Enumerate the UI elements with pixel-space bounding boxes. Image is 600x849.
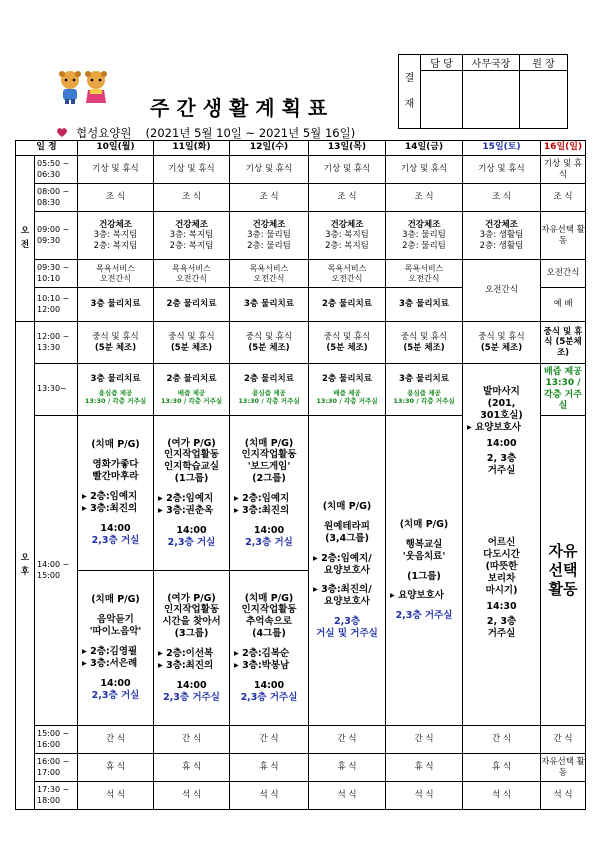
cell-mon-0930: 목욕서비스 오전간식 xyxy=(78,260,154,288)
cell-tue-1600: 휴 식 xyxy=(154,754,230,782)
cell-tue-1400-b: (여가 P/G) 인지작업활동 시간을 찾아서 (3그룹) ▸ 2층:이선복 ▸ 3층:최진의 14:00 2,3층 거주실 xyxy=(154,571,230,726)
time-0930: 09:30 ~ 10:10 xyxy=(35,260,78,288)
weekly-schedule-table xyxy=(15,140,586,810)
cell-wed-1010: 3층 물리치료 xyxy=(230,288,309,322)
header-row xyxy=(16,141,586,156)
signature-cell[interactable] xyxy=(520,71,568,129)
time-0900: 09:00 ~ 09:30 xyxy=(35,212,78,260)
cell-sun-1730: 석 식 xyxy=(541,782,586,810)
cell-fri-1500: 간 식 xyxy=(386,726,463,754)
cell-thu-1600: 휴 식 xyxy=(309,754,386,782)
cell-thu-1200: 중식 및 휴식 (5분 체조) xyxy=(309,322,386,364)
cell-tue-1330: 2층 물리치료 배즙 제공 13:30 / 각층 거주실 xyxy=(154,364,230,416)
schedule-head-label: 일 정 xyxy=(16,141,78,156)
time-0550: 05:50 ~ 06:30 xyxy=(35,156,78,184)
cell-mon-1200: 중식 및 휴식 (5분 체조) xyxy=(78,322,154,364)
approval-box xyxy=(398,54,568,129)
cell-thu-0800: 조 식 xyxy=(309,184,386,212)
row-0550 xyxy=(16,156,586,184)
day-sat: 15일(토) xyxy=(463,141,541,156)
cell-wed-1400-b: (치매 P/G) 인지작업활동 추억속으로 (4그룹) ▸ 2층:김복순 ▸ 3층:박봉남 14:00 2,3층 거주실 xyxy=(230,571,309,726)
mascot-left-icon xyxy=(58,70,82,104)
cell-tue-1200: 중식 및 휴식 (5분 체조) xyxy=(154,322,230,364)
signature-cell[interactable] xyxy=(463,71,520,129)
cell-thu-1330: 2층 물리치료 배즙 제공 13:30 / 각층 거주실 xyxy=(309,364,386,416)
cell-thu-0930: 목욕서비스 오전간식 xyxy=(309,260,386,288)
approval-role-director: 원 장 xyxy=(520,55,568,71)
row-1730 xyxy=(16,782,586,810)
period-am: 오 전 xyxy=(16,156,35,322)
cell-sun-1010: 예 배 xyxy=(541,288,586,322)
cell-fri-1010: 3층 물리치료 xyxy=(386,288,463,322)
cell-sat-0550: 기상 및 휴식 xyxy=(463,156,541,184)
cell-tue-1010: 2층 물리치료 xyxy=(154,288,230,322)
row-0800 xyxy=(16,184,586,212)
cell-sun-0930: 오전간식 xyxy=(541,260,586,288)
cell-sat-1730: 석 식 xyxy=(463,782,541,810)
cell-wed-0930: 목욕서비스 오전간식 xyxy=(230,260,309,288)
cell-thu-0900: 건강체조 3층: 복지팀 2층: 복지팀 xyxy=(309,212,386,260)
cell-tue-1400-a: (여가 P/G) 인지작업활동 인지학습교실 (1그룹) ▸ 2층:임예지 ▸ 3층:권춘옥 14:00 2,3층 거실 xyxy=(154,416,230,571)
cell-tue-1730: 석 식 xyxy=(154,782,230,810)
facility-logo-icon xyxy=(56,127,68,138)
day-fri: 14일(금) xyxy=(386,141,463,156)
cell-fri-1330: 3층 물리치료 용심즙 제공 13:30 / 각층 거주실 xyxy=(386,364,463,416)
cell-mon-1330: 3층 물리치료 용심즙 제공 13:30 / 각층 거주실 xyxy=(78,364,154,416)
day-thu: 13일(목) xyxy=(309,141,386,156)
cell-thu-1730: 석 식 xyxy=(309,782,386,810)
cell-wed-1400-a: (치매 P/G) 인지작업활동 '보드게임' (2그룹) ▸ 2층:임예지 ▸ 3층:최진의 14:00 2,3층 거실 xyxy=(230,416,309,571)
approval-role-secretary: 사무국장 xyxy=(463,55,520,71)
cell-wed-1600: 휴 식 xyxy=(230,754,309,782)
time-1010: 10:10 ~ 12:00 xyxy=(35,288,78,322)
cell-tue-0550: 기상 및 휴식 xyxy=(154,156,230,184)
cell-wed-1500: 간 식 xyxy=(230,726,309,754)
cell-mon-1730: 석 식 xyxy=(78,782,154,810)
row-1330 xyxy=(16,364,586,416)
day-sun: 16일(일) xyxy=(541,141,586,156)
cell-sun-0550: 기상 및 휴식 xyxy=(541,156,586,184)
cell-wed-0550: 기상 및 휴식 xyxy=(230,156,309,184)
cell-fri-0900: 건강체조 3층: 물리팀 2층: 물리팀 xyxy=(386,212,463,260)
time-1330: 13:30~ xyxy=(35,364,78,416)
time-1600: 16:00 ~ 17:00 xyxy=(35,754,78,782)
cell-tue-0800: 조 식 xyxy=(154,184,230,212)
row-1500 xyxy=(16,726,586,754)
row-1200 xyxy=(16,322,586,364)
approval-label: 결 재 xyxy=(399,55,421,129)
cell-thu-1400: (치매 P/G) 원예테라피 (3,4그룹) ▸ 2층:임예지/ 요양보호사 ▸ 3층:최진의/ 요양보호사 2,3층 거실 및 거주실 xyxy=(309,416,386,726)
cell-fri-1200: 중식 및 휴식 (5분 체조) xyxy=(386,322,463,364)
cell-thu-1010: 2층 물리치료 xyxy=(309,288,386,322)
cell-fri-0550: 기상 및 휴식 xyxy=(386,156,463,184)
cell-mon-0550: 기상 및 휴식 xyxy=(78,156,154,184)
time-1400: 14:00 ~ 15:00 xyxy=(35,416,78,726)
cell-wed-1730: 석 식 xyxy=(230,782,309,810)
cell-sun-1330: 배즙 제공 13:30 / 각층 거주실 xyxy=(541,364,586,416)
day-mon: 10일(월) xyxy=(78,141,154,156)
cell-mon-1600: 휴 식 xyxy=(78,754,154,782)
period-pm: 오 후 xyxy=(16,322,35,810)
row-1600 xyxy=(16,754,586,782)
cell-sat-afternoon: 발마사지 (201, 301호실) ▸ 요양보호사 14:00 2, 3층 거주실 어르신 다도시간 (따뜻한 보리차 마시기) 14:30 2, 3층 거주실 xyxy=(463,364,541,726)
cell-wed-1200: 중식 및 휴식 (5분 체조) xyxy=(230,322,309,364)
cell-mon-0900: 건강체조 3층: 복지팀 2층: 복지팀 xyxy=(78,212,154,260)
time-1500: 15:00 ~ 16:00 xyxy=(35,726,78,754)
cell-tue-1500: 간 식 xyxy=(154,726,230,754)
approval-role-manager: 담 당 xyxy=(421,55,463,71)
cell-tue-0900: 건강체조 3층: 복지팀 2층: 복지팀 xyxy=(154,212,230,260)
cell-wed-0900: 건강체조 3층: 물리팀 2층: 물리팀 xyxy=(230,212,309,260)
cell-tue-0930: 목욕서비스 오전간식 xyxy=(154,260,230,288)
time-0800: 08:00 ~ 08:30 xyxy=(35,184,78,212)
cell-sat-1600: 휴 식 xyxy=(463,754,541,782)
signature-cell[interactable] xyxy=(421,71,463,129)
time-1730: 17:30 ~ 18:00 xyxy=(35,782,78,810)
cell-wed-0800: 조 식 xyxy=(230,184,309,212)
row-0930 xyxy=(16,260,586,288)
cell-sun-0900: 자유선택 활동 xyxy=(541,212,586,260)
cell-sat-1500: 간 식 xyxy=(463,726,541,754)
cell-mon-1400-b: (치매 P/G) 음악듣기 '따이노음악' ▸ 2층:김영필 ▸ 3층:서은례 14:00 2,3층 거실 xyxy=(78,571,154,726)
facility-line xyxy=(56,125,355,141)
day-wed: 12일(수) xyxy=(230,141,309,156)
cell-sat-0800: 조 식 xyxy=(463,184,541,212)
facility-name: 협성요양원 xyxy=(76,126,132,140)
row-0900 xyxy=(16,212,586,260)
cell-sun-1600: 자유선택 활동 xyxy=(541,754,586,782)
cell-sun-1500: 간 식 xyxy=(541,726,586,754)
cell-mon-1010: 3층 물리치료 xyxy=(78,288,154,322)
cell-sun-1400: 자유 선택 활동 xyxy=(541,416,586,726)
page-title: 주간생활계획표 xyxy=(150,96,335,120)
cell-sat-0930: 오전간식 xyxy=(463,260,541,322)
cell-fri-1600: 휴 식 xyxy=(386,754,463,782)
day-tue: 11일(화) xyxy=(154,141,230,156)
cell-fri-1400: (치매 P/G) 행복교실 '웃음치료' (1그룹) ▸ 요양보호사 2,3층 거주실 xyxy=(386,416,463,726)
cell-fri-1730: 석 식 xyxy=(386,782,463,810)
cell-mon-1500: 간 식 xyxy=(78,726,154,754)
cell-sat-1200: 중식 및 휴식 (5분 체조) xyxy=(463,322,541,364)
cell-mon-1400-a: (치매 P/G) 영화가좋다 빨간마후라 ▸ 2층:임예지 ▸ 3층:최진의 14:00 2,3층 거실 xyxy=(78,416,154,571)
cell-sun-1200: 중식 및 휴식 (5분체조) xyxy=(541,322,586,364)
cell-fri-0930: 목욕서비스 오전간식 xyxy=(386,260,463,288)
cell-sun-0800: 조 식 xyxy=(541,184,586,212)
cell-thu-0550: 기상 및 휴식 xyxy=(309,156,386,184)
date-period: (2021년 5월 10일 ~ 2021년 5월 16일) xyxy=(145,126,356,140)
cell-sat-0900: 건강체조 3층: 생활팀 2층: 생활팀 xyxy=(463,212,541,260)
cell-mon-0800: 조 식 xyxy=(78,184,154,212)
mascot-right-icon xyxy=(84,70,108,104)
cell-fri-0800: 조 식 xyxy=(386,184,463,212)
cell-wed-1330: 2층 물리치료 용심즙 제공 13:30 / 각층 거주실 xyxy=(230,364,309,416)
time-1200: 12:00 ~ 13:30 xyxy=(35,322,78,364)
cell-thu-1500: 간 식 xyxy=(309,726,386,754)
